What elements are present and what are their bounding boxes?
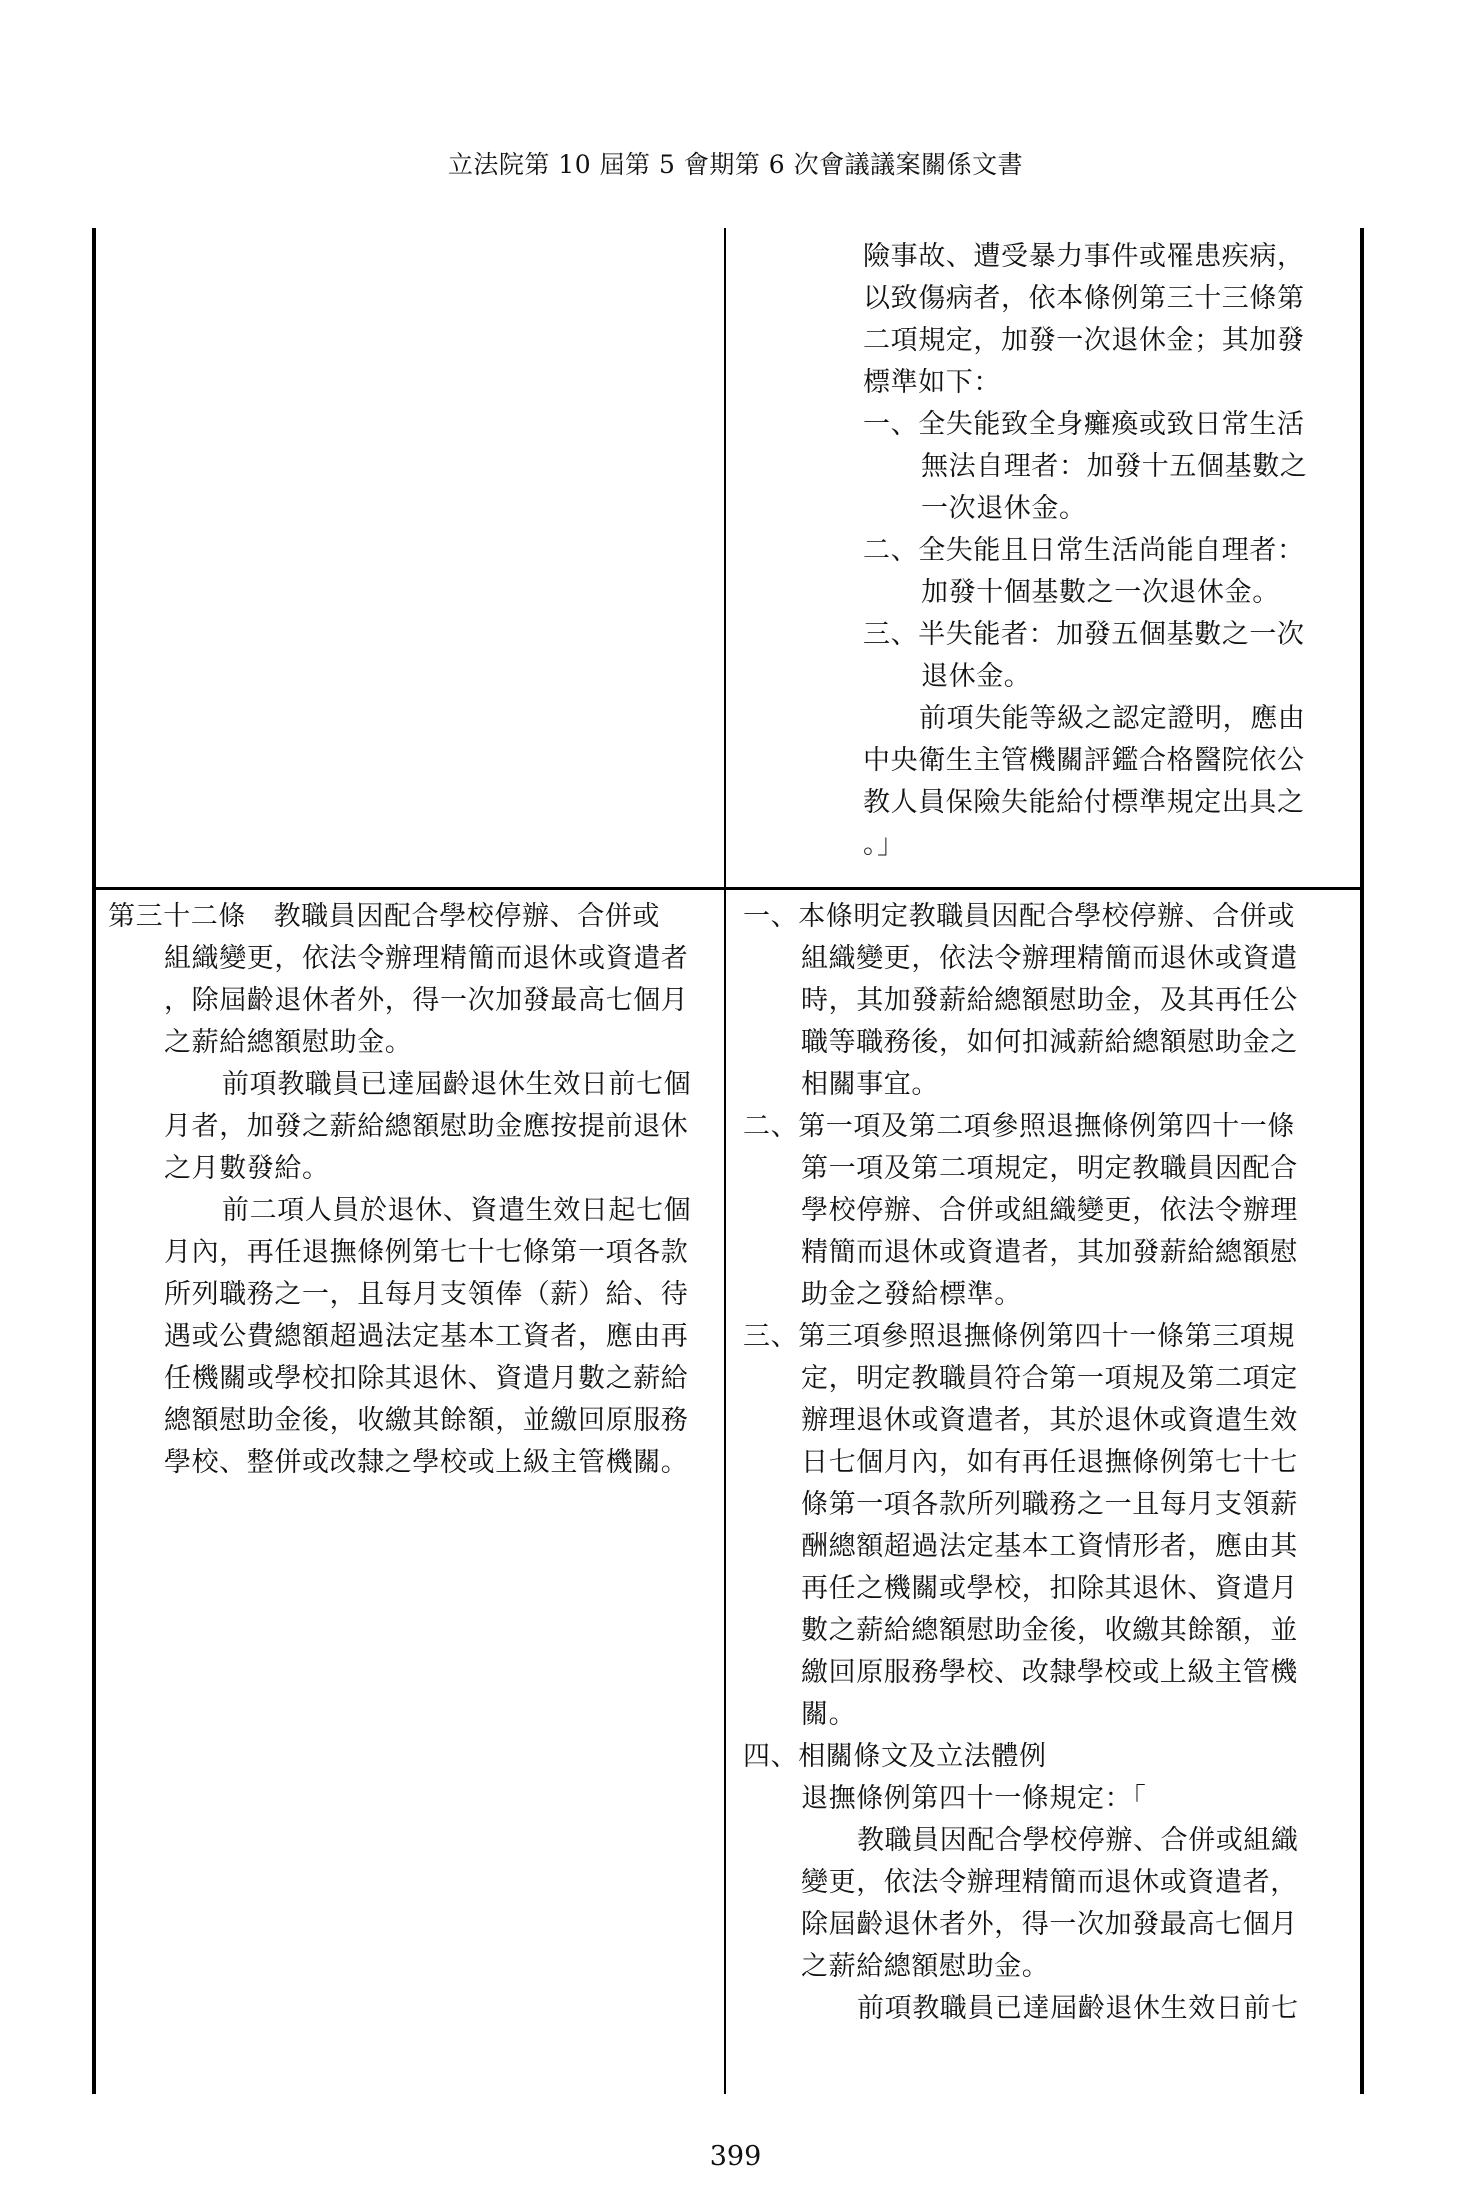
text-line: 日七個月內，如有再任退撫條例第七十七 [801,1447,1298,1478]
text-line: 月者，加發之薪給總額慰助金應按提前退休 [164,1111,689,1142]
text-line: 數之薪給總額慰助金後，收繳其餘額，並 [801,1615,1298,1646]
text-line: 學校停辦、合併或組織變更，依法令辦理 [801,1195,1298,1226]
text-line: ，除屆齡退休者外，得一次加發最高七個月 [164,985,689,1016]
text-line: 除屆齡退休者外，得一次加發最高七個月 [801,1909,1298,1940]
text-line: 二項規定，加發一次退休金；其加發 [863,325,1305,356]
text-line: 教人員保險失能給付標準規定出具之 [863,787,1305,818]
text-line: 學校、整併或改隸之學校或上級主管機關。 [164,1447,689,1478]
list-item-line: 退休金。 [921,661,1032,692]
text-line: 定，明定教職員符合第一項規及第二項定 [801,1363,1298,1394]
list-item-line: 一、全失能致全身癱瘓或致日常生活 [863,409,1305,440]
text-line: 再任之機關或學校，扣除其退休、資遣月 [801,1573,1298,1604]
quote-paragraph-line: 前項教職員已達屆齡退休生效日前七 [857,1993,1299,2024]
text-line: 退撫條例第四十一條規定：「 [801,1783,1147,1814]
list-item-line: 三、第三項參照退撫條例第四十一條第三項規 [743,1321,1295,1352]
explanation-cell [743,896,1299,2030]
paragraph-line: 前項教職員已達屆齡退休生效日前七個 [222,1069,692,1100]
text-line: 關。 [801,1699,857,1730]
article-32-text-cell [108,896,691,1484]
text-line: 所列職務之一，且每月支領俸（薪）給、待 [164,1279,689,1310]
page-number: 399 [709,2141,762,2172]
text-line: 第一項及第二項規定，明定教職員因配合 [801,1153,1298,1184]
list-item-line: 一次退休金。 [921,493,1087,524]
text-line: 之月數發給。 [164,1153,330,1184]
list-item-line: 一、本條明定教職員因配合學校停辦、合併或 [743,901,1295,932]
paragraph-line: 前二項人員於退休、資遣生效日起七個 [222,1195,692,1226]
text-line: 酬總額超過法定基本工資情形者，應由其 [801,1531,1298,1562]
table-left-border [92,228,96,2094]
text-line: 總額慰助金後，收繳其餘額，並繳回原服務 [164,1405,689,1436]
list-item-line: 三、半失能者：加發五個基數之一次 [863,619,1305,650]
text-line: 助金之發給標準。 [801,1279,1022,1310]
article-heading-line: 第三十二條 教職員因配合學校停辦、合併或 [108,901,660,932]
text-line: 以致傷病者，依本條例第三十三條第 [863,283,1305,314]
document-header: 立法院第 10 屆第 5 會期第 6 次會議議案關係文書 [447,150,1024,179]
text-line: 條第一項各款所列職務之一且每月支領薪 [801,1489,1298,1520]
text-line: 職等職務後，如何扣減薪給總額慰助金之 [801,1027,1298,1058]
text-line: 。」 [863,829,905,860]
text-line: 之薪給總額慰助金。 [164,1027,413,1058]
text-line: 辦理退休或資遣者，其於退休或資遣生效 [801,1405,1298,1436]
text-line: 月內，再任退撫條例第七十七條第一項各款 [164,1237,689,1268]
text-line: 時，其加發薪給總額慰助金，及其再任公 [801,985,1298,1016]
table-right-border [1360,228,1364,2094]
comparison-table [92,228,1364,2094]
text-line: 遇或公費總額超過法定基本工資者，應由再 [164,1321,689,1352]
text-line: 標準如下： [863,367,1001,398]
text-line: 精簡而退休或資遣者，其加發薪給總額慰 [801,1237,1298,1268]
text-line: 組織變更，依法令辦理精簡而退休或資遣者 [164,943,689,974]
paragraph-line: 前項失能等級之認定證明，應由 [919,703,1306,734]
list-item-line: 二、第一項及第二項參照退撫條例第四十一條 [743,1111,1295,1142]
text-line: 繳回原服務學校、改隸學校或上級主管機 [801,1657,1298,1688]
text-line: 組織變更，依法令辦理精簡而退休或資遣 [801,943,1298,974]
text-line: 相關事宜。 [801,1069,939,1100]
text-line: 變更，依法令辦理精簡而退休或資遣者， [801,1867,1298,1898]
quote-paragraph-line: 教職員因配合學校停辦、合併或組織 [857,1825,1299,1856]
text-line: 險事故、遭受暴力事件或罹患疾病， [863,241,1305,272]
list-item-line: 無法自理者：加發十五個基數之 [921,451,1308,482]
text-line: 中央衛生主管機關評鑑合格醫院依公 [863,745,1305,776]
list-item-line: 加發十個基數之一次退休金。 [921,577,1280,608]
table-row-divider [92,887,1364,890]
list-item-line: 二、全失能且日常生活尚能自理者： [863,535,1305,566]
text-line: 之薪給總額慰助金。 [801,1951,1050,1982]
text-line: 任機關或學校扣除其退休、資遣月數之薪給 [164,1363,689,1394]
table-column-divider [724,228,726,2094]
list-item-line: 四、相關條文及立法體例 [743,1741,1047,1772]
explanation-cell-continued [863,236,1307,866]
